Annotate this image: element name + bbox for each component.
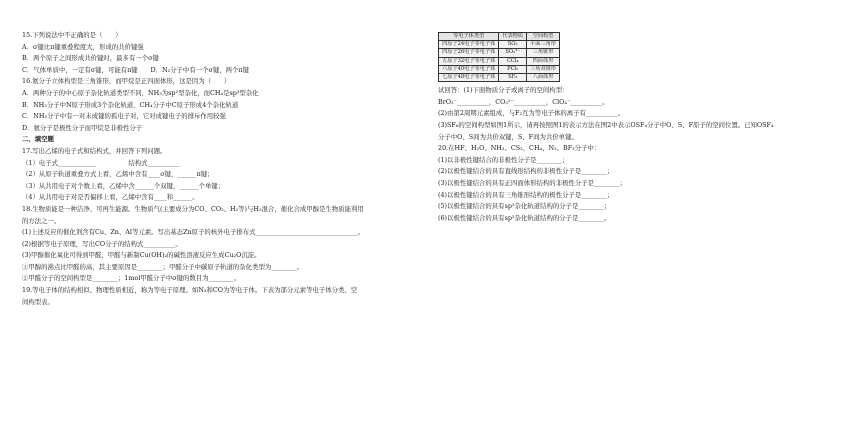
text-line: (3)甲醇催化氧化可得到甲醛，甲醛与新制Cu(OH)₂的碱性溶液反应生成Cu₂O沉淀。 (22, 251, 261, 260)
text-line: (2)根据等电子原理，写出CO分子的结构式__________。 (22, 239, 182, 248)
text-line: ①甲醇的沸点比甲醛的高，其主要原因是________；甲醛分子中碳原子轨道的杂化类型为________。 (22, 262, 304, 271)
text-line: (4)以极性键结合的具有三角锥形结构的极性分子是________； (438, 190, 614, 199)
table-cell: CCl₄ (499, 57, 527, 65)
table-cell: SF₆ (499, 74, 527, 82)
text-line: （3）从共用电子对个数上看，乙烯中含______个双键，______个单键； (22, 181, 225, 190)
table-row (439, 41, 560, 49)
table-row (439, 57, 560, 65)
text-line: 15.下列说法中不正确的是（ ） (22, 31, 122, 39)
right-column (438, 30, 842, 224)
table-cell: 平面三角形 (527, 41, 560, 49)
text-line: B．NH₃分子中N原子形成3个杂化轨道，CH₄分子中C原子形成4个杂化轨道 (22, 100, 239, 109)
text-line: 17.写出乙烯的电子式和结构式，并回答下列问题。 (22, 146, 167, 155)
text-line: (6)以极性键结合的具有sp²杂化轨道结构的分子是________。 (438, 213, 611, 222)
text-line: (2)以极性键结合的具有直线形结构的非极性分子是________； (438, 167, 614, 176)
text-line: (1)上述反应的催化剂含有Cu、Zn、Al等元素。写出基态Zn原子的核外电子排布式________________________________。 (22, 228, 365, 237)
text-line: (2)由第2周期元素组成，与F₂互为等电子体的离子有__________。 (438, 109, 625, 118)
table-cell: 四面体形 (527, 57, 560, 65)
text-line: (5)以极性键结合的具有sp³杂化轨道结构的分子是________； (438, 202, 611, 211)
text-line: (3)以极性键结合的具有正四面体形结构的非极性分子是________； (438, 178, 626, 187)
table-header-row (439, 33, 560, 41)
text-line: D．氨分子是极性分子而甲烷是非极性分子 (22, 123, 143, 132)
text-line: (3)SF₆的空间构型如图1所示，请再按照图1的表示方法在图2中表示OSF₄分子中O、S、F原子的空间位置。已知OSF₄ (438, 121, 774, 129)
text-line: 间构型表。 (22, 297, 54, 306)
isoelectronic-table (438, 32, 560, 82)
table-row (439, 49, 560, 57)
table-cell: 六原子40电子等电子体 (439, 65, 499, 73)
text-line: (1)以非极性键结合的非极性分子是________； (438, 155, 569, 164)
left-column (22, 30, 427, 308)
table-row (439, 65, 560, 73)
table-cell: SO₃ (499, 41, 527, 49)
table-cell: 三角双锥形 (527, 65, 560, 73)
table-cell: 五原子32电子等电子体 (439, 57, 499, 65)
text-line: BrO₃⁻__________，CO₃²⁻__________，ClO₄⁻__________。 (438, 97, 609, 106)
table-header-cell: 等电子体类型 (439, 33, 499, 41)
table-cell: 三角锥形 (527, 49, 560, 57)
table-cell: 七原子48电子等电子体 (439, 74, 499, 82)
text-line: （4）从共用电子对是否偏移上看，乙烯中含有____和______。 (22, 193, 199, 202)
table-header-cell: 代表物质 (499, 33, 527, 41)
table-row (439, 74, 560, 82)
right-text (438, 85, 842, 224)
text-line: C．NH₃分子中有一对未成键的孤电子对，它对成键电子的排斥作用较强 (22, 112, 226, 121)
text-line: 试回答：(1)下面物质分子或离子的空间构型： (438, 86, 569, 95)
table-cell: 八面体形 (527, 74, 560, 82)
text-line: 18.生物质能是一种洁净、可再生能源。生物质气(主要成分为CO、CO₂、H₂等)与H₂混合，催化合成甲醇是生物质能利用 (22, 204, 364, 213)
text-line: 19.等电子体的结构相似、物理性质相近，称为等电子原理。如N₂和CO为等电子体。下表为部分元素等电子体分类、空 (22, 286, 358, 295)
text-line: C．气体单质中，一定有σ键，可能有π键 D．N₂分子中有一个σ键，两个π键 (22, 65, 250, 74)
table-cell: 四原子24电子等电子体 (439, 41, 499, 49)
text-line: ②甲醛分子的空间构型是________；1mol甲醛分子中σ键的数目为________。 (22, 274, 241, 283)
text-line: 分子中O、S间为共价双键，S、F间为共价单键。 (438, 132, 578, 141)
table-cell: 四原子26电子等电子体 (439, 49, 499, 57)
table-header-cell: 空间构型 (527, 33, 560, 41)
text-line: 二、填空题 (22, 135, 54, 144)
table-cell: SO₃²⁻ (499, 49, 527, 57)
text-line: （1）电子式____________ 结构式__________ (22, 158, 180, 167)
text-line: B．两个原子之间形成共价键时，最多有一个σ键 (22, 54, 159, 63)
text-line: 20.在HF、H₂O、NH₃、CS₂、CH₄、N₂、BF₃分子中： (438, 144, 601, 153)
text-line: （2）从原子轨道重叠方式上看，乙烯中含有____σ键，______π键； (22, 170, 214, 179)
text-line: A．σ键比π键重叠程度大，形成的共价键强 (22, 42, 144, 51)
text-line: 的方法之一。 (22, 216, 61, 225)
text-line: A．两种分子的中心原子杂化轨道类型不同，NH₃为sp²型杂化，而CH₄是sp³型杂化 (22, 88, 259, 97)
text-line: 16.氨分子立体构型是三角锥形，而甲烷是正四面体形，这是因为（ ） (22, 77, 231, 86)
table-cell: PCl₅ (499, 65, 527, 73)
